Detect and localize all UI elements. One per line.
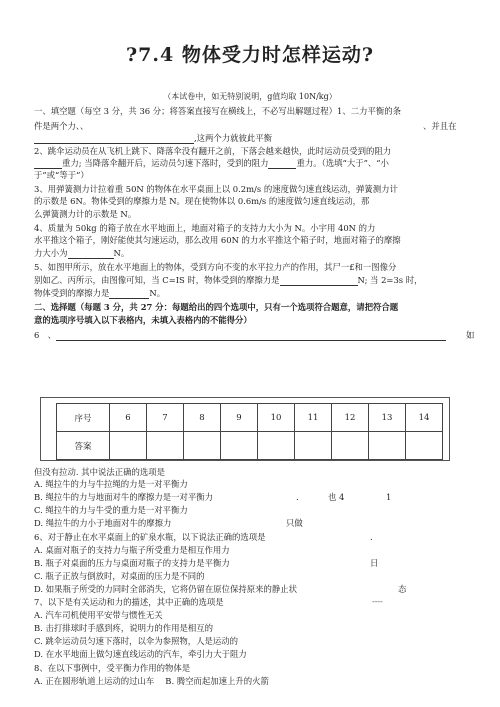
table-header-cell: 答案 bbox=[57, 432, 110, 460]
text-line: 也 4 bbox=[328, 492, 345, 502]
text-line: . bbox=[296, 492, 299, 502]
option-line: C. 跳伞运动员匀速下落时，以伞为参照物，人是运动的 bbox=[34, 636, 239, 646]
text-line: 的示数是 6N。物体受到的摩擦力是 N。现在使物体以 0.6m/s 的速度做匀速直线运动，那 bbox=[34, 196, 370, 206]
option-line: C. 瓶子正放与倒放时，对桌面的压力是不同的 bbox=[34, 571, 205, 581]
table-cell: 14 bbox=[406, 404, 443, 432]
option-line: D. 绳拉牛的力小于地面对牛的摩擦力 bbox=[34, 518, 172, 528]
page-title: ?7.4 物体受力时怎样运动? bbox=[126, 44, 374, 66]
blank-line: ,这两个力就彼此平衡 bbox=[34, 133, 272, 144]
answer-cell[interactable] bbox=[295, 432, 332, 460]
option-line: A. 桌面对瓶子的支持力与瓶子所受重力是相互作用力 bbox=[34, 545, 230, 555]
text-line: 1 bbox=[386, 492, 392, 502]
option-line: C. 绳拉牛的力与牛受的重力是一对平衡力 bbox=[34, 505, 188, 515]
blank-line: 别如乙、丙所示，由图像可知，当 C=IS 时，物体受到的摩擦力是 N; 当 2=3s 时， bbox=[34, 275, 423, 285]
text-line: 态 bbox=[398, 584, 407, 594]
table-cell: 13 bbox=[369, 404, 406, 432]
text-line: 6、对于静止在水平桌面上的矿泉水瓶，以下说法正确的选项是 bbox=[34, 532, 266, 542]
table-cell: 8 bbox=[184, 404, 221, 432]
text-line: 3、用弹簧测力计拉着重 50N 的物体在水平桌面上以 0.2m/s 的速度做匀速直线运动，弹簧测力计 bbox=[34, 184, 398, 194]
blank-line: 力大小为 N。 bbox=[34, 248, 130, 258]
text-line: 日 bbox=[370, 558, 379, 568]
text-line: . bbox=[370, 532, 373, 542]
table-cell: 10 bbox=[258, 404, 295, 432]
table-cell: 6 bbox=[110, 404, 147, 432]
option-line: A. 正在圆形轨道上运动的过山车 B. 腾空而起加速上升的火箭 bbox=[34, 676, 269, 686]
answer-cell[interactable] bbox=[406, 432, 443, 460]
text-line: 水平推这个箱子，刚好能使其匀速运动，那么改用 60N 的力水平推这个箱子时，地面对箱子的摩擦 bbox=[34, 235, 401, 245]
answer-cell[interactable] bbox=[110, 432, 147, 460]
text-line: 5、如图甲所示，放在水平地面上的物体，受到方向不变的水平拉力产的作用，其尸一£和一图像分 bbox=[34, 262, 397, 272]
exam-note: （本试卷中，如无特别说明，g值均取 10N/kg） bbox=[163, 92, 337, 101]
text-line: 一、填空题（每空 3 分，共 36 分；将答案直接写在横线上，不必写出解题过程）1、二力平衡的条 bbox=[34, 106, 401, 116]
text-line: 件是两个力、、 bbox=[34, 121, 89, 131]
section-heading: 意的选项序号填入以下表格内，未填入表格内的不能得分） bbox=[34, 315, 252, 325]
table-row bbox=[57, 404, 443, 432]
stray-dashes: ---- bbox=[372, 597, 383, 606]
option-line: B. 击打排球时手感到疼，说明力的作用是相互的 bbox=[34, 623, 213, 633]
option-line: B. 绳拉牛的力与地面对牛的摩擦力是一对平衡力 bbox=[34, 492, 213, 502]
answer-cell[interactable] bbox=[221, 432, 258, 460]
text-line: 如 bbox=[466, 330, 475, 340]
answer-cell[interactable] bbox=[147, 432, 184, 460]
option-line: A. 绳拉牛的力与牛拉绳的力是一对平衡力 bbox=[34, 479, 188, 489]
answer-cell[interactable] bbox=[369, 432, 406, 460]
table-row bbox=[57, 432, 443, 460]
text-line: 2、跳伞运动员在从飞机上跳下、降落伞没有翻开之前，下落会越来越快，此时运动员受到的阻力 bbox=[34, 146, 392, 156]
answer-cell[interactable] bbox=[184, 432, 221, 460]
table-cell: 11 bbox=[295, 404, 332, 432]
text-line: 6 、 bbox=[34, 330, 446, 341]
text-line: 4、质量为 50kg 的箱子放在水平地面上，地面对箱子的支持力大小为 N。小宇用 40N 的力 bbox=[34, 223, 376, 233]
text-line: 只做 bbox=[286, 518, 303, 528]
section-heading: 二、选择题（每题 3 分，共 27 分：每题给出的四个选项中，只有一个选项符合题意，请把符合题 bbox=[34, 302, 399, 312]
option-line: D. 在水平地面上做匀速直线运动的汽车，牵引力大于阻力 bbox=[34, 649, 247, 659]
answer-table bbox=[56, 403, 443, 460]
text-line: 7、以下是有关运动和力的描述，其中正确的选项是 bbox=[34, 597, 224, 607]
text-line: 、并且在 bbox=[423, 121, 457, 131]
option-line: D. 如果瓶子所受的力同时全部消失，它将仍留在原位保持原来的静止状 bbox=[34, 584, 297, 594]
text-line: 但没有拉动. 其中说法正确的选项是 bbox=[34, 467, 165, 477]
option-line: B. 瓶子对桌面的压力与桌面对瓶子的支持力是平衡力 bbox=[34, 558, 230, 568]
table-cell: 12 bbox=[332, 404, 369, 432]
table-cell: 7 bbox=[147, 404, 184, 432]
blank-line: 重力; 当降落伞翻开后，运动员匀速下落时，受到的阻力 重力。（选填“大于”、“小 bbox=[34, 158, 389, 169]
table-header-cell: 序号 bbox=[57, 404, 110, 432]
option-line: A. 汽车司机使用平安带与惯性无关 bbox=[34, 610, 163, 620]
table-cell: 9 bbox=[221, 404, 258, 432]
text-line: 8、在以下事例中，受平衡力作用的物体是 bbox=[34, 663, 191, 673]
answer-cell[interactable] bbox=[332, 432, 369, 460]
text-line: 么弹簧测力计的示数是 N。 bbox=[34, 209, 137, 219]
text-line: 于”或“等于”） bbox=[34, 170, 89, 180]
blank-line: 物体受到的摩擦力是 N。 bbox=[34, 288, 166, 298]
answer-cell[interactable] bbox=[258, 432, 295, 460]
